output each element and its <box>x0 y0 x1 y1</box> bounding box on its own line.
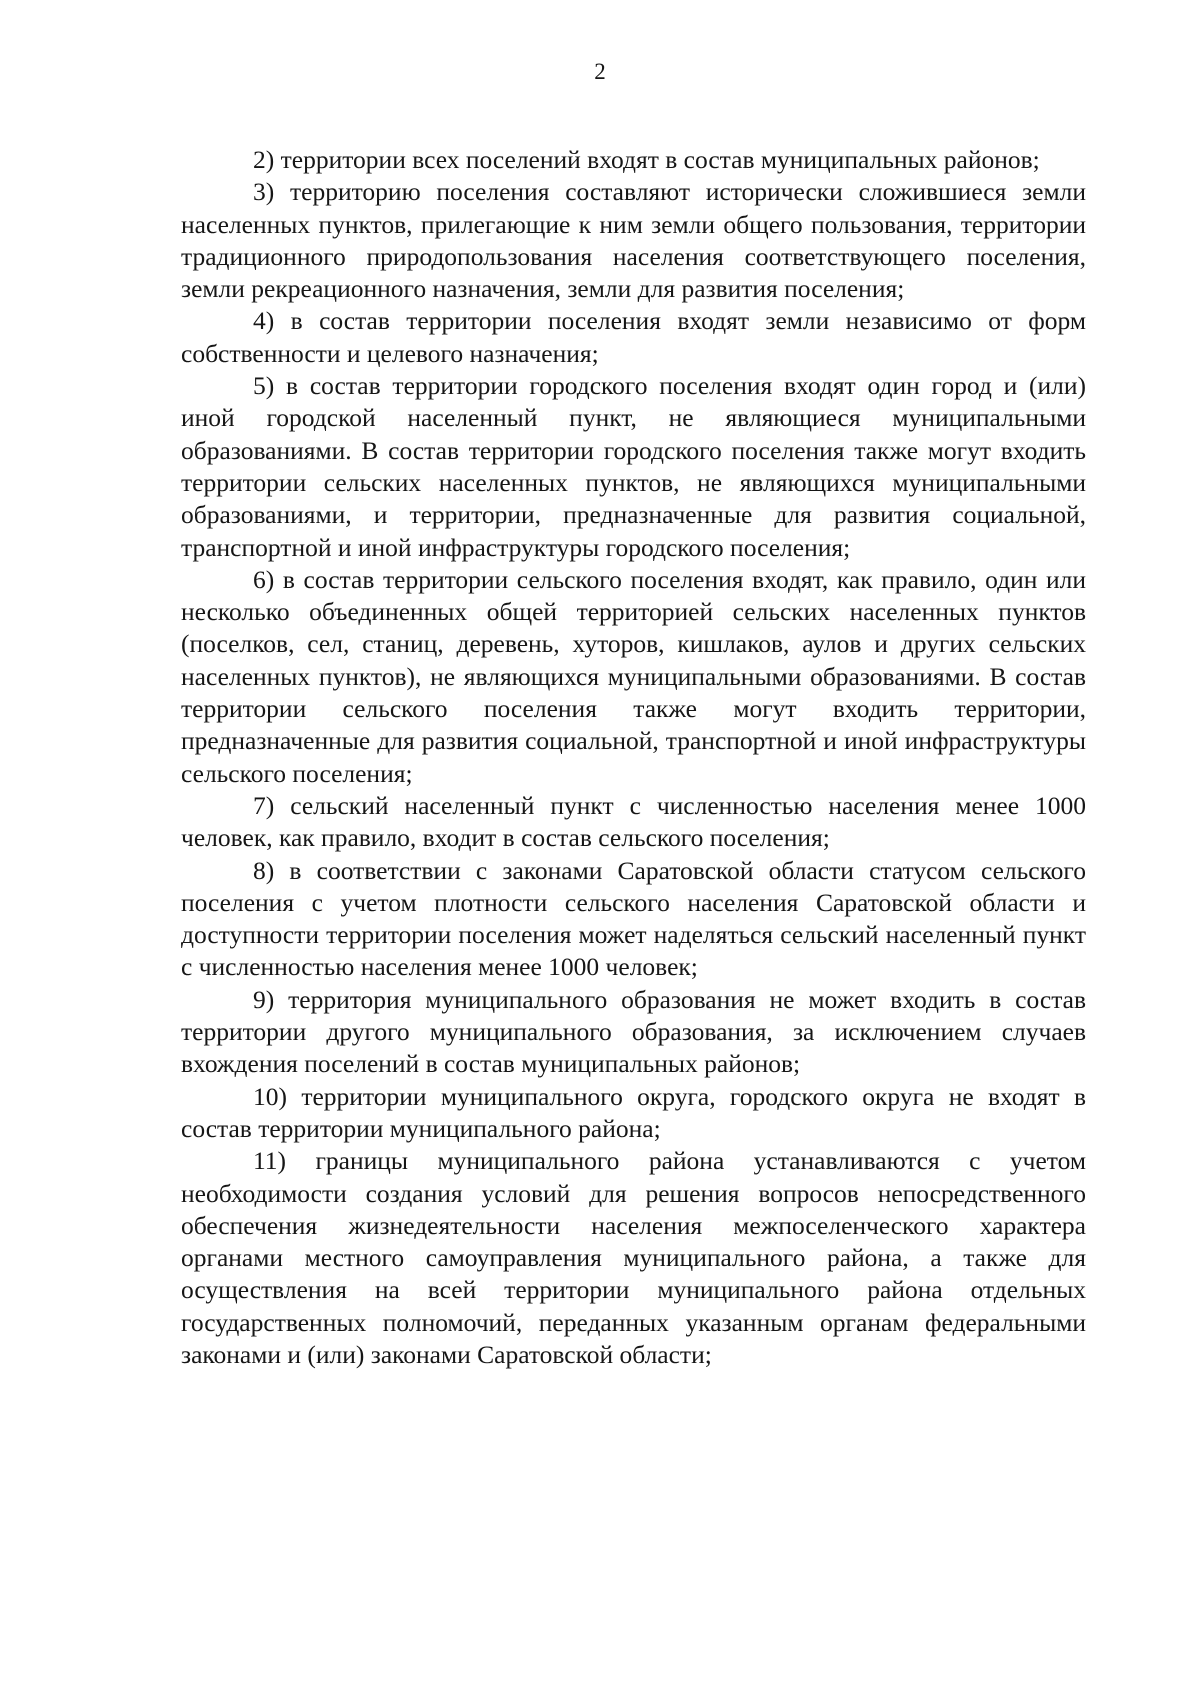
item-number: 9) <box>253 984 275 1014</box>
item-text: границы муниципального района устанавливаются с учетом необходимости создания условий для решения вопросов непосредственного обеспечения жизнедеятельности населения межпоселенческого характера органами местного самоуправления муниципального района, а также для осуществления на всей территории муниципального района отдельных государственных полномочий, переданных указанным органам федеральными законами и (или) законами Саратовской области; <box>181 1146 1086 1369</box>
item-number: 6) <box>253 564 275 594</box>
list-item-11 <box>181 1145 1086 1371</box>
list-item-4 <box>181 305 1086 370</box>
item-number: 7) <box>253 790 275 820</box>
item-number: 2) <box>253 145 275 174</box>
list-item-3 <box>181 176 1086 305</box>
item-number: 10) <box>253 1081 287 1111</box>
list-item-5 <box>181 370 1086 564</box>
list-item-9 <box>181 984 1086 1081</box>
list-item-6 <box>181 564 1086 790</box>
page-number: 2 <box>594 59 606 84</box>
item-text: в состав территории городского поселения входят один город и (или) иной городской населенный пункт, не являющиеся муниципальными образованиями. В состав территории городского поселения также могут входить территории сельских населенных пунктов, не являющихся муниципальными образованиями, и территории, предназначенные для развития социальной, транспортной и иной инфраструктуры городского поселения; <box>181 371 1086 562</box>
list-item-2 <box>181 144 1086 176</box>
list-item-8 <box>181 855 1086 984</box>
item-text: в соответствии с законами Саратовской области статусом сельского поселения с учетом плотности сельского населения Саратовской области и доступности территории поселения может наделяться сельский населенный пункт с численностью населения менее 1000 человек; <box>181 855 1087 982</box>
item-number: 4) <box>253 306 275 336</box>
item-number: 8) <box>253 855 275 885</box>
item-number: 11) <box>253 1146 287 1176</box>
item-text: территория муниципального образования не может входить в состав территории другого муниципального образования, за исключением случаев вхождения поселений в состав муниципальных районов; <box>181 984 1087 1079</box>
item-text: сельский населенный пункт с численностью населения менее 1000 человек, как правило, входит в состав сельского поселения; <box>181 790 1086 853</box>
item-text: территории всех поселений входят в состав муниципальных районов; <box>280 145 1040 174</box>
list-item-10 <box>181 1081 1086 1146</box>
list-item-7 <box>181 790 1086 855</box>
item-text: в состав территории поселения входят земли независимо от форм собственности и целевого назначения; <box>181 306 1086 368</box>
item-number: 3) <box>253 177 275 207</box>
item-text: территории муниципального округа, городского округа не входят в состав территории муниципального района; <box>181 1081 1087 1143</box>
document-body <box>181 144 1086 1371</box>
item-text: территорию поселения составляют исторически сложившиеся земли населенных пунктов, прилегающие к ним земли общего пользования, территории традиционного природопользования населения соответствующего поселения, земли рекреационного назначения, земли для развития поселения; <box>181 177 1086 304</box>
item-text: в состав территории сельского поселения входят, как правило, один или несколько объединенных общей территорией сельских населенных пунктов (поселков, сел, станиц, деревень, хуторов, кишлаков, аулов и других сельских населенных пунктов), не являющихся муниципальными образованиями. В состав территории сельского поселения также могут входить территории, предназначенные для развития социальной, транспортной и иной инфраструктуры сельского поселения; <box>181 564 1086 788</box>
item-number: 5) <box>253 371 275 401</box>
